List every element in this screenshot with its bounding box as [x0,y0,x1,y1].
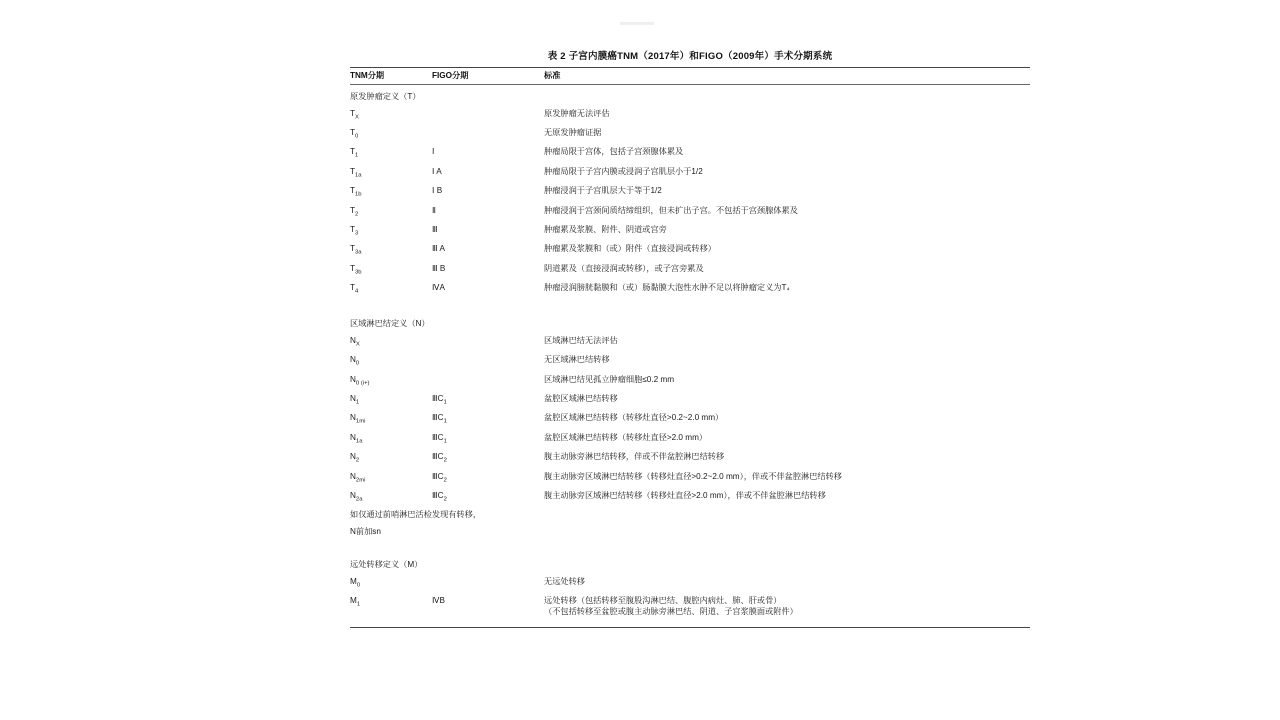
figo-subscript: 2 [443,457,447,464]
cell-tnm-stage: $T_4$ [350,283,359,295]
figo-subscript: 1 [443,419,447,426]
table-row [350,410,1030,429]
cell-figo-stage [432,125,544,144]
cell-tnm-stage: $T_X$ [350,108,359,121]
cell-figo-stage: $ⅢC_2$ [432,490,447,503]
cell-figo-stage [432,574,544,593]
tnm-subscript: 2 [355,457,360,464]
cell-standard: 无远处转移 [544,576,585,586]
table-row [350,333,1030,352]
cell-figo-stage: Ⅱ [432,205,437,215]
cell-standard: 无原发肿瘤证据 [544,128,602,138]
page-top-marker [620,22,654,25]
cell-tnm-stage: $M_1$ [350,596,361,608]
cell-tnm-stage: $T_0$ [350,128,359,140]
table-caption: 表 2 子宫内膜癌TNM（2017年）和FIGO（2009年）手术分期系统 [547,51,833,62]
section-note-row [350,524,1030,541]
cell-tnm-stage: $N_{2mi}$ [350,471,366,484]
table-row [350,371,1030,390]
figo-subscript: 2 [443,477,447,484]
section-title-row [350,540,1030,573]
tnm-subscript: 0 (i+) [355,380,370,387]
tnm-subscript: 1a [355,172,362,179]
cell-standard: 阴道累及（直接浸润或转移），或子宫旁累及 [544,263,704,273]
cell-standard: 肿瘤累及浆膜、附件、阴道或宫旁 [544,225,667,235]
table-row [350,222,1030,241]
cell-standard: 肿瘤局限于子宫内膜或浸润子宫肌层小于1/2 [544,166,703,176]
cell-figo-stage [432,333,544,352]
table-row [350,183,1030,202]
cell-figo-stage [432,352,544,371]
cell-standard: 区域淋巴结见孤立肿瘤细胞≤0.2 mm [544,374,675,384]
tnm-subscript: 0 [356,582,361,589]
tnm-subscript: 3a [355,250,362,257]
tnm-subscript: 4 [355,288,359,295]
cell-standard: 盆腔区域淋巴结转移（转移灶直径>0.2~2.0 mm） [544,413,724,423]
standard-line: 远处转移（包括转移至腹股沟淋巴结、腹腔内病灶、肺、肝或骨） [544,596,782,606]
cell-tnm-stage: $N_0$ [350,355,360,367]
table-row [350,449,1030,468]
cell-tnm-stage: $N_X$ [350,335,360,348]
table-row [350,430,1030,449]
table-row [350,261,1030,280]
section-note-row [350,507,1030,524]
cell-standard: 原发肿瘤无法评估 [544,108,610,118]
section-note: 如仅通过前哨淋巴活检发现有转移， [350,510,482,520]
column-header-standard: 标准 [544,68,1030,85]
tnm-subscript: 2a [355,496,363,503]
cell-tnm-stage: $T_{1a}$ [350,166,362,179]
cell-tnm-stage: $T_1$ [350,147,359,160]
cell-tnm-stage: $N_{0 (i+)}$ [350,374,370,387]
cell-figo-stage [432,371,544,390]
cell-tnm-stage: $N_2$ [350,452,360,464]
section-title: 远处转移定义（M） [350,560,423,570]
cell-figo-stage: ⅣA [432,283,446,293]
figo-subscript: 1 [443,399,447,406]
cell-figo-stage [432,106,544,125]
cell-figo-stage: Ⅰ [432,147,435,157]
tnm-subscript: X [355,341,360,348]
table-row [350,280,1030,299]
cell-figo-stage: Ⅲ A [432,244,445,254]
cell-standard: 盆腔区域淋巴结转移 [544,394,618,404]
section-title-row [350,299,1030,332]
figo-subscript: 2 [443,496,447,503]
cell-figo-stage: $ⅢC_1$ [432,413,447,426]
tnm-subscript: 1a [355,438,363,445]
tnm-subscript: 3 [355,230,359,237]
table-row [350,468,1030,487]
table-row [350,593,1030,620]
cell-standard: 区域淋巴结无法评估 [544,335,618,345]
cell-tnm-stage: $M_0$ [350,576,361,589]
tnm-subscript: 1b [355,191,362,198]
cell-standard: 腹主动脉旁区域淋巴结转移（转移灶直径>0.2~2.0 mm），伴或不伴盆腔淋巴结转移 [544,471,842,481]
tnm-subscript: 0 [355,360,360,367]
cell-standard: 肿瘤局限于宫体，包括子宫颈腺体累及 [544,147,684,157]
cell-standard: 腹主动脉旁区域淋巴结转移（转移灶直径>2.0 mm），伴或不伴盆腔淋巴结转移 [544,490,826,500]
cell-figo-stage: $ⅢC_2$ [432,452,447,464]
cell-tnm-stage: $T_3$ [350,225,359,237]
section-title: 原发肿瘤定义（T） [350,92,421,102]
table-row [350,241,1030,260]
table-row [350,106,1030,125]
cell-standard: 肿瘤浸润膀胱黏膜和（或）肠黏膜大泡性水肿不足以将肿瘤定义为T₄ [544,283,790,293]
cell-figo-stage: $ⅢC_1$ [432,432,447,445]
column-header-tnm: TNM分期 [350,68,432,85]
cell-figo-stage: Ⅲ [432,225,438,235]
tnm-subscript: 0 [355,133,359,140]
table-row [350,202,1030,221]
tnm-subscript: 2 [355,211,359,218]
cell-standard: 无区域淋巴结转移 [544,355,610,365]
table-row [350,144,1030,163]
table-row [350,352,1030,371]
staging-table [350,67,1030,620]
cell-tnm-stage: $T_2$ [350,205,359,218]
table-bottom-rule [350,627,1030,628]
cell-standard: 肿瘤浸润于子宫肌层大于等于1/2 [544,186,662,196]
cell-standard: 肿瘤浸润于宫颈间质结缔组织，但未扩出子宫。不包括于宫颈腺体累及 [544,205,798,215]
standard-line: （不包括转移至盆腔或腹主动脉旁淋巴结、阴道、子宫浆膜面或附件） [544,606,798,616]
cell-tnm-stage: $T_{1b}$ [350,186,362,198]
table-row [350,488,1030,507]
cell-figo-stage: Ⅲ B [432,263,446,273]
cell-tnm-stage: $T_{3a}$ [350,244,362,257]
cell-tnm-stage: $N_{1a}$ [350,432,363,445]
table-row [350,125,1030,144]
figo-subscript: 1 [443,438,447,445]
cell-standard: 肿瘤累及浆膜和（或）附件（直接浸润或转移） [544,244,716,254]
cell-figo-stage: Ⅰ B [432,186,443,196]
table-row [350,391,1030,410]
section-note: N前加sn [350,526,381,536]
tnm-subscript: 3b [355,269,362,276]
cell-tnm-stage: $N_{1mi}$ [350,413,366,426]
cell-standard: 盆腔区域淋巴结转移（转移灶直径>2.0 mm） [544,432,708,442]
table-head [350,68,1030,85]
column-header-figo: FIGO分期 [432,68,544,85]
cell-figo-stage: $ⅢC_2$ [432,471,447,484]
table-row [350,574,1030,593]
section-title-row [350,85,1030,106]
table-container [350,48,1030,628]
cell-standard: 腹主动脉旁淋巴结转移，伴或不伴盆腔淋巴结转移 [544,452,725,462]
tnm-subscript: 1 [355,153,359,160]
cell-tnm-stage: $N_{2a}$ [350,490,363,503]
cell-standard [544,593,1030,620]
tnm-subscript: 1mi [355,419,366,426]
cell-tnm-stage: $T_{3b}$ [350,263,362,276]
tnm-subscript: 1 [355,399,360,406]
cell-tnm-stage: $N_1$ [350,394,360,406]
cell-figo-stage: ⅣB [432,596,446,606]
cell-figo-stage: Ⅰ A [432,166,442,176]
table-header-row [350,68,1030,85]
cell-figo-stage: $ⅢC_1$ [432,394,447,406]
tnm-subscript: X [355,114,359,121]
table-body [350,85,1030,620]
tnm-subscript: 2mi [355,477,366,484]
tnm-subscript: 1 [356,601,361,608]
section-title: 区域淋巴结定义（N） [350,319,430,329]
table-row [350,164,1030,183]
